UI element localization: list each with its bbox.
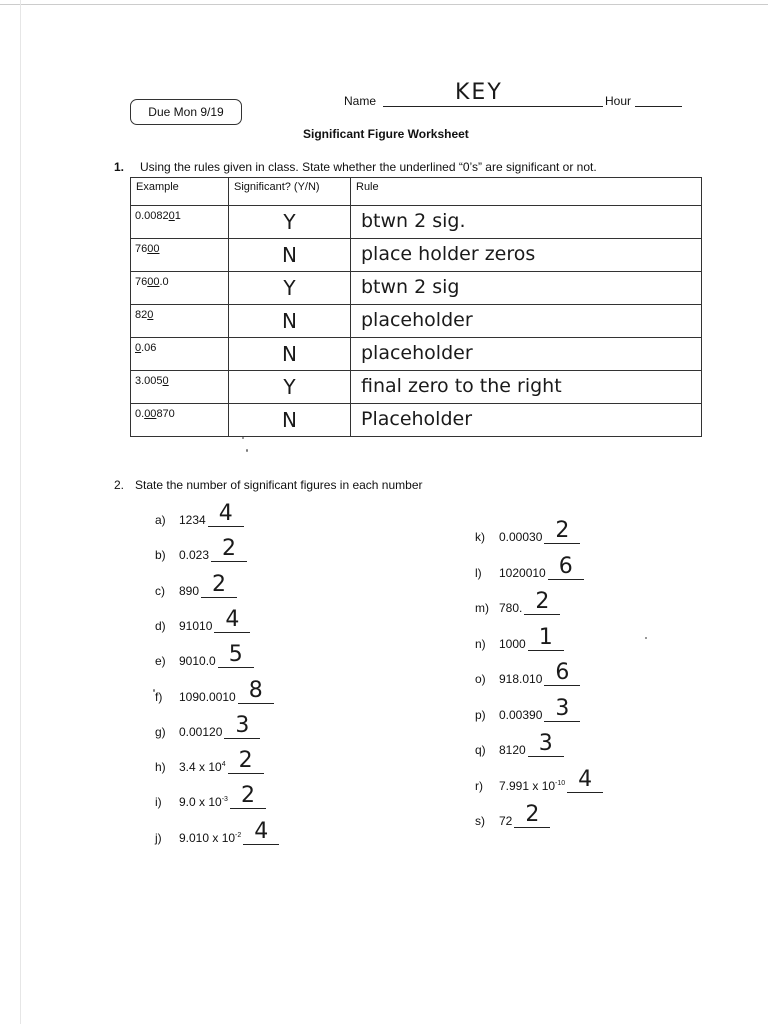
item-number: 0.023 [179,548,210,563]
significant-cell [229,404,351,437]
significant-cell [229,239,351,272]
rule-answer: placeholder [361,309,473,331]
handwritten-answer: 2 [525,802,540,827]
handwritten-answer: 2 [555,518,570,543]
item-exponent: 4 [221,761,226,769]
answer-blank [514,802,550,828]
item-label: h) [155,760,166,775]
sig-fig-item [155,783,266,810]
item-label: b) [155,548,166,563]
sig-fig-item [475,624,564,651]
significant-cell [229,371,351,404]
sig-fig-item [155,712,260,739]
item-label: i) [155,795,162,810]
item-label: m) [475,601,489,615]
sig-fig-item [475,695,580,722]
rule-answer: placeholder [361,342,473,364]
sig-fig-item [155,606,250,633]
sig-fig-item [155,536,247,563]
table-row [131,272,702,305]
significant-cell [229,272,351,305]
table-row [131,371,702,404]
handwritten-answer: 6 [558,553,573,579]
item-label: c) [155,583,165,598]
answer-blank [528,624,564,651]
item-label: l) [475,565,482,580]
item-number: 9010.0 [179,654,216,669]
example-text: .06 [141,342,157,354]
table-header-row [131,178,702,206]
underlined-zeros: 00 [147,243,160,255]
item-number: 0.00390 [499,707,543,722]
scan-speck [242,437,244,439]
underlined-zeros: 0 [147,309,154,321]
item-number: 0.00030 [499,530,543,544]
significant-cell [229,305,351,338]
question-1-text: Using the rules given in class. State whether the underlined “0’s” are significant or not. [140,160,597,174]
question-1-number: 1. [114,160,125,174]
item-number: 72 [499,814,513,828]
item-exponent: -2 [235,831,242,839]
answer-blank [243,818,279,845]
rule-cell [351,404,702,437]
example-cell [131,338,229,371]
answer-blank [201,571,237,598]
sig-fig-item [155,501,244,527]
handwritten-answer: 2 [535,589,550,614]
handwritten-answer: 4 [578,766,593,792]
item-label: e) [155,654,166,669]
handwritten-answer: 1 [538,624,553,650]
table-row [131,404,702,437]
worksheet-title: Significant Figure Worksheet [303,127,469,141]
answer-blank [544,695,580,722]
item-number: 9.0 x 10 [179,795,222,810]
underlined-zeros: 00 [144,408,157,420]
item-exponent: -10 [555,779,566,787]
answer-blank [544,660,580,686]
sig-fig-item [475,802,550,828]
item-exponent: -3 [221,796,228,804]
scan-speck [153,689,155,692]
example-cell [131,206,229,239]
rule-answer: place holder zeros [361,243,536,265]
sig-fig-item [155,642,254,669]
sig-fig-item [155,571,237,598]
answer-blank [224,712,260,739]
example-text: .0 [159,276,169,288]
rule-cell [351,239,702,272]
answer-blank [218,642,254,668]
name-value: KEY [455,80,503,105]
rule-answer: btwn 2 sig. [361,210,466,232]
handwritten-answer: 3 [538,731,553,756]
scan-speck [645,637,647,639]
item-label: k) [475,530,485,544]
table-row [131,338,702,371]
answer-blank [528,731,564,757]
sig-fig-item [475,553,584,580]
significant-answer: Y [283,276,296,300]
handwritten-answer: 4 [225,606,240,632]
question-2-number: 2. [114,478,125,492]
item-label: d) [155,618,166,633]
sig-fig-item [155,677,274,704]
answer-blank [567,766,603,793]
significant-cell [229,338,351,371]
rule-answer: btwn 2 sig [361,276,460,298]
item-label: j) [155,830,162,845]
item-label: q) [475,743,486,757]
item-number: 1020010 [499,565,546,580]
item-number: 1090.0010 [179,689,236,704]
handwritten-answer: 3 [235,712,250,738]
underlined-zeros: 00 [147,276,160,288]
underlined-zeros: 0 [162,375,169,387]
item-number: 918.010 [499,672,543,686]
significant-answer: Y [283,210,296,234]
handwritten-answer: 2 [222,536,237,562]
table-row [131,206,702,239]
significant-answer: N [282,309,297,333]
table-row [131,305,702,338]
sig-fig-item [475,518,580,544]
item-number: 890 [179,583,200,598]
column-header-rule: Rule [351,178,702,206]
handwritten-answer: 4 [218,501,233,526]
significant-cell [229,206,351,239]
sig-fig-item [475,660,580,686]
item-label: n) [475,636,486,651]
item-number: 780. [499,601,523,615]
underlined-zeros: 0 [135,342,142,354]
answer-blank [211,536,247,562]
example-text: 0. [135,408,145,420]
handwritten-answer: 6 [555,660,570,685]
sig-fig-item [155,818,279,845]
rule-cell [351,305,702,338]
answer-blank [544,518,580,544]
example-cell [131,305,229,338]
due-date-box: Due Mon 9/19 [130,99,242,125]
hour-label: Hour [605,94,632,108]
scan-margin [20,0,21,1024]
underlined-zeros: 0 [168,210,175,222]
example-text: 76 [135,276,148,288]
rule-cell [351,371,702,404]
answer-blank [228,748,264,774]
column-header-significant: Significant? (Y/N) [229,178,351,206]
item-number: 7.991 x 10 [499,778,556,793]
rule-answer: Placeholder [361,408,473,430]
rule-cell [351,206,702,239]
handwritten-answer: 8 [248,677,263,703]
handwritten-answer: 2 [240,783,255,809]
scan-speck [246,449,248,452]
example-cell [131,272,229,305]
item-label: f) [155,689,163,704]
answer-blank [524,589,560,615]
rule-cell [351,338,702,371]
answer-blank [548,553,584,580]
name-line [383,106,603,107]
table-row [131,239,702,272]
example-text: 3.005 [135,375,163,387]
answer-blank [238,677,274,704]
item-number: 1000 [499,636,526,651]
example-cell [131,371,229,404]
scan-edge [0,4,768,5]
item-label: a) [155,513,166,527]
example-text: 1 [174,210,181,222]
example-text: 76 [135,243,148,255]
column-header-example: Example [131,178,229,206]
sig-fig-item [475,766,603,793]
item-number: 8120 [499,743,526,757]
item-number: 91010 [179,618,213,633]
item-label: o) [475,672,486,686]
hour-line [635,106,682,107]
sig-fig-item [155,748,264,775]
name-label: Name [344,94,377,108]
answer-blank [208,501,244,527]
handwritten-answer: 5 [228,642,243,668]
sig-zeros-table [130,177,702,437]
handwritten-answer: 2 [212,571,227,597]
example-text: 0.0082 [135,210,169,222]
item-label: s) [475,814,485,828]
answer-blank [214,606,250,633]
significant-answer: N [282,342,297,366]
significant-answer: Y [283,375,296,399]
sig-fig-item [475,589,560,615]
example-text: 870 [156,408,175,420]
answer-blank [230,783,266,809]
rule-answer: final zero to the right [361,375,562,397]
handwritten-answer: 2 [238,748,253,774]
significant-answer: N [282,243,297,267]
item-number: 1234 [179,513,206,527]
sig-fig-item [475,731,564,757]
item-label: r) [475,778,483,793]
item-number: 9.010 x 10 [179,830,236,845]
handwritten-answer: 3 [555,695,570,721]
item-label: g) [155,724,166,739]
example-text: 82 [135,309,148,321]
rule-cell [351,272,702,305]
question-2-text: State the number of significant figures in each number [135,478,423,492]
item-number: 0.00120 [179,724,223,739]
item-number: 3.4 x 10 [179,760,222,775]
example-cell [131,404,229,437]
example-cell [131,239,229,272]
handwritten-answer: 4 [254,818,269,844]
significant-answer: N [282,408,297,432]
item-label: p) [475,707,486,722]
